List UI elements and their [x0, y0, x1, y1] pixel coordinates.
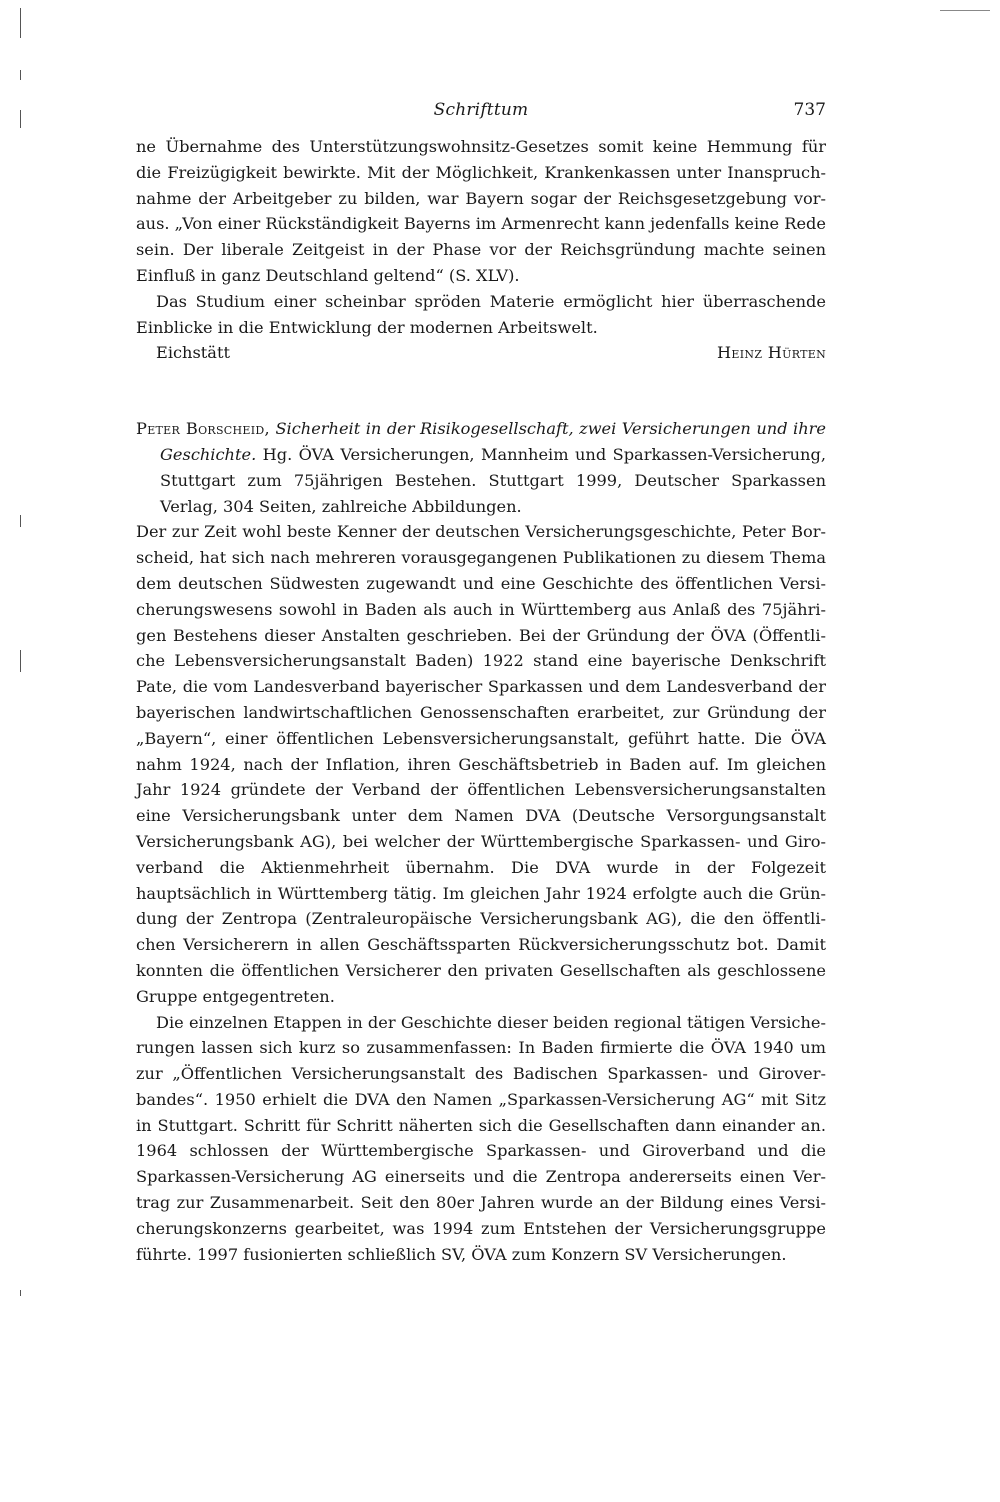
first-review-body [136, 134, 826, 340]
review-place: Eichstätt [156, 343, 230, 363]
reviewed-author: Peter Borscheid, [136, 419, 270, 439]
scan-mark [20, 1290, 21, 1296]
printed-page [136, 100, 826, 1267]
review-heading [136, 416, 826, 519]
review-signature [136, 340, 826, 366]
scan-mark [20, 515, 21, 527]
paragraph: ne Übernahme des Unterstützungswohnsitz-Gesetzes somit keine Hemmung für die Freizügigkeit bewirkte. Mit der Möglichkeit, Krankenkassen unter Inanspruchnahme der Arbeitgeber zu bilden, war Bayern sogar der Reichsgesetzgebung voraus. „Von einer Rückständigkeit Bayerns im Armenrecht kann jedenfalls keine Rede sein. Der liberale Zeitgeist in der Phase vor der Reichsgründung machte seinen Einfluß in ganz Deutschland geltend“ (S. XLV). [136, 137, 826, 285]
second-review-body [136, 519, 826, 1267]
page-number: 737 [793, 100, 826, 120]
running-head [136, 100, 826, 134]
scan-mark [20, 110, 21, 128]
paragraph: Das Studium einer scheinbar spröden Materie ermöglicht hier überraschende Einblicke in die Entwicklung der modernen Arbeitswelt. [136, 291, 826, 337]
bibliographic-details: Hg. ÖVA Versicherungen, Mannheim und Sparkassen-Versicherung, Stuttgart zum 75jährigen Bestehen. Stuttgart 1999, Deutscher Sparkassen Verlag, 304 Seiten, zahlreiche Abbildungen. [160, 444, 826, 516]
reviewed-title: Sicherheit in der Risikogesellschaft, zwei Versicherungen und ihre Geschichte. [160, 419, 826, 464]
scan-mark [20, 70, 21, 80]
reviewer-name: Heinz Hürten [717, 343, 826, 363]
scan-mark [20, 650, 21, 672]
scan-mark [940, 10, 990, 11]
scan-mark [20, 8, 21, 38]
paragraph: Die einzelnen Etappen in der Geschichte dieser beiden regional tätigen Versicherungen lassen sich kurz so zusammenfassen: In Baden firmierte die ÖVA 1940 um zur „Öffentlichen Versicherungsanstalt des Badischen Sparkassen- und Giroverbandes“. 1950 erhielt die DVA den Namen „Sparkassen-Versicherung AG“ mit Sitz in Stuttgart. Schritt für Schritt näherten sich die Gesellschaften dann einander an. 1964 schlossen der Württembergische Sparkassen- und Giroverband und die Sparkassen-Versicherung AG einerseits und die Zentropa andererseits einen Vertrag zur Zusammenarbeit. Seit den 80er Jahren wurde an der Bildung eines Versicherungskonzerns gearbeitet, was 1994 zum Entstehen der Versicherungsgruppe führte. 1997 fusionierten schließlich SV, ÖVA zum Konzern SV Versicherungen. [136, 1012, 826, 1264]
running-title: Schrifttum [433, 100, 529, 120]
paragraph: Der zur Zeit wohl beste Kenner der deutschen Versicherungsgeschichte, Peter Borscheid, hat sich nach mehreren vorausgegangenen Publikationen zu diesem Thema dem deutschen Südwesten zugewandt und eine Geschichte des öffentlichen Versicherungswesens sowohl in Baden als auch in Württemberg aus Anlaß des 75jährigen Bestehens dieser Anstalten geschrieben. Bei der Gründung der ÖVA (Öffentliche Lebensversicherungsanstalt Baden) 1922 stand eine bayerische Denkschrift Pate, die vom Landesverband bayerischer Sparkassen und dem Landesverband der bayerischen landwirtschaftlichen Genossenschaften erarbeitet, zur Gründung der „Bayern“, einer öffentlichen Lebensversicherungsanstalt, geführt hatte. Die ÖVA nahm 1924, nach der Inflation, ihren Geschäftsbetrieb in Baden auf. Im gleichen Jahr 1924 gründete der Verband der öffentlichen Lebensversicherungsanstalten eine Versicherungsbank unter dem Namen DVA (Deutsche Versorgungsanstalt Versicherungsbank AG), bei welcher der Württembergische Sparkassen- und Giroverband die Aktienmehrheit übernahm. Die DVA wurde in der Folgezeit hauptsächlich in Württemberg tätig. Im gleichen Jahr 1924 erfolgte auch die Gründung der Zentropa (Zentraleuropäische Versicherungsbank AG), die den öffentlichen Versicherern in allen Geschäftssparten Rückversicherungsschutz bot. Damit konnten die öffentlichen Versicherer den privaten Gesellschaften als geschlossene Gruppe entgegentreten. [136, 522, 826, 1006]
